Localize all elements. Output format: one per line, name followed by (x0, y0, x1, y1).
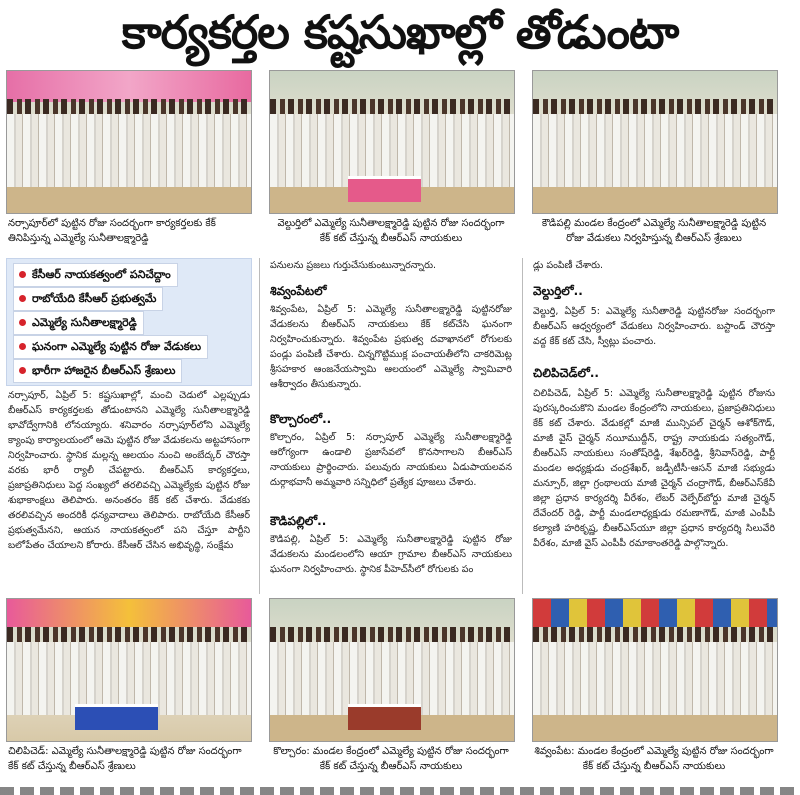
photo-narsapur (6, 70, 252, 214)
photo-shivampet (532, 598, 778, 742)
highlights-box (6, 258, 252, 386)
page-headline: కార్యకర్తల కష్టసుఖాల్లో తోడుంటా (121, 5, 679, 59)
section-heading: కౌడిపల్లిలో.. (270, 514, 327, 528)
photo-caption: శివ్వంపేట: మండల కేంద్రంలో ఎమ్మెల్యే పుట్టిన రోజు సందర్భంగా కేక్ కట్ చేస్తున్న బీఆర్ఎస్ నాయకులు (534, 746, 774, 772)
section-heading: చిలిపిచెడ్‌లో.. (533, 366, 599, 380)
photo-kaudipalli (532, 70, 778, 214)
photo-veldurthi (269, 70, 515, 214)
highlight-item: భారీగా హాజరైన బీఆర్ఎస్ శ్రేణులు (13, 359, 182, 383)
next-article-fragment (0, 787, 800, 795)
article-body-col3-top: డ్లు పంపిణీ చేశారు. (533, 260, 604, 271)
section-body: కౌడిపల్లి, ఏప్రిల్ 5: ఎమ్మెల్యే సునీతాలక్ష్మారెడ్డి పుట్టిన రోజు వేడుకలను మండలంలోని ఆయా గ్రామాల బీఆర్ఎస్ నాయకులు ఘనంగా నిర్వహించారు. స్థానిక పీహెచ్‌సీలో రోగులకు పం (270, 534, 512, 575)
section-body: శివ్వంపేట, ఏప్రిల్ 5: ఎమ్మెల్యే సునీతాలక్ష్మారెడ్డి పుట్టినరోజు వేడుకలను బీఆర్ఎస్ నాయకులు కేక్ కట్‌చేసి ఘనంగా నిర్వహించుకున్నారు. శివ్వంపేట ప్రభుత్వ దవాఖానలో రోగులకు పండ్లు పంపిణీ చేశారు. చిన్నగొట్టిముక్ల పంచాయతీలోని చాకరిమెట్ల శ్రీసహకార ఆంజనేయస్వామి ఆలయంలో ఎమ్మెల్యే స్వామివారి ఆశీర్వాదం తీసుకున్నారు. (270, 304, 512, 390)
section-body: కొల్చారం, ఏప్రిల్ 5: నర్సాపూర్ ఎమ్మెల్యే సునీతాలక్ష్మారెడ్డి ఆరోగ్యంగా ఉండాలి ప్రజాసేవలో కొనసాగాలని బీఆర్ఎస్ నాయకులు ప్రార్థించారు. పలువురు నాయకులు ఏడుపాయలవన దుర్గాభవానీ అమ్మవారి సన్నిధిలో ప్రత్యేక పూజలు చేశారు. (270, 432, 512, 488)
section-heading: వెల్దుర్తిలో.. (533, 284, 583, 298)
highlight-item: కేసీఆర్ నాయకత్వంలో పనిచేద్దాం (13, 263, 178, 287)
article-body-col2-top: పనులను ప్రజలు గుర్తుచేసుకుంటున్నారన్నారు. (270, 260, 437, 271)
photo-caption: నర్సాపూర్‌లో పుట్టిన రోజు సందర్భంగా కార్యకర్తలకు కేక్ తినిపిస్తున్న ఎమ్మెల్యే సునీతాలక్ష్మారెడ్డి (8, 218, 216, 244)
section-heading: కొల్చారంలో.. (270, 412, 332, 426)
highlight-item: ఎమ్మెల్యే సునీతాలక్ష్మారెడ్డి (13, 311, 144, 335)
photo-chilipiched (6, 598, 252, 742)
photo-caption: కౌడిపల్లి మండల కేంద్రంలో ఎమ్మెల్యే సునీతాలక్ష్మారెడ్డి పుట్టిన రోజు వేడుకలు నిర్వహిస్తున్న బీఆర్ఎస్ శ్రేణులు (541, 218, 767, 244)
highlight-item: రాబోయేది కేసీఆర్ ప్రభుత్వమే (13, 287, 163, 311)
photo-caption: చిలిపిచెడ్: ఎమ్మెల్యే సునీతాలక్ష్మారెడ్డి పుట్టిన రోజు సందర్భంగా కేక్ కట్ చేస్తున్న బీఆర్ఎస్ శ్రేణులు (8, 746, 242, 772)
highlight-item: ఘనంగా ఎమ్మెల్యే పుట్టిన రోజు వేడుకలు (13, 335, 208, 359)
photo-caption: కొల్చారం: మండల కేంద్రంలో ఎమ్మెల్యే పుట్టిన రోజు సందర్భంగా కేక్ కట్ చేస్తున్న బీఆర్ఎస్ నాయకులు (273, 746, 509, 772)
section-body: చిలిపిచెడ్, ఏప్రిల్ 5: ఎమ్మెల్యే సునీతాలక్ష్మారెడ్డి పుట్టిన రోజును పురస్కరించుకొని మండల కేంద్రంలోని నాయకులు, ప్రజాప్రతినిధులు కేక్ కట్ చేశారు. వేడుకల్లో మాజీ మున్సిపల్ చైర్మన్ ఆశోక్‌గౌడ్, మాజీ వైస్ చైర్మన్ నయీముద్దీన్, రాష్ట్ర నాయకుడు సత్యంగౌడ్, బీఆర్ఎస్ నాయకులు సంతోష్‌రెడ్డి, శేఖర్‌రెడ్డి, శ్రీనివాస్‌రెడ్డి, పార్టీ మండల అధ్యక్షుడు చంద్రశేఖర్, జడ్పీటీసీ-ఆసన్ మాజీ సభ్యుడు మన్సూర్, జిల్లా గ్రంథాలయ మాజీ చైర్మన్ చంద్రాగౌడ్, బీఆర్ఎస్‌కేవీ జిల్లా ప్రధాన కార్యదర్శి వీరేశం, లేబర్ వెల్ఫేర్‌బోర్డు మాజీ చైర్మన్ దేవేందర్ రెడ్డి, పార్టీ మండలాధ్యక్షుడు రమణాగౌడ్, మాజీ ఎంపీపీ కల్యాణి హరికృష్ణ, బీఆర్ఎస్‌యూ జిల్లా ప్రధాన కార్యదర్శి సిలువేరి వీరేశం, మాజీ వైస్ ఎంపీపీ రమాకాంతరెడ్డి పాల్గొన్నారు. (533, 388, 775, 549)
photo-caption: వెల్దుర్తిలో ఎమ్మెల్యే సునీతాలక్ష్మారెడ్డి పుట్టిన రోజు సందర్భంగా కేక్ కట్ చేస్తున్న బీఆర్ఎస్ నాయకులు (277, 218, 505, 244)
article-body-col1: నర్సాపూర్, ఏప్రిల్ 5: కష్టసుఖాల్లో, మంచి చెడులో ఎల్లప్పుడు బీఆర్ఎస్ కార్యకర్తలకు తోడుంటానని ఎమ్మెల్యే సునీతాలక్ష్మారెడ్డి భావోద్వేగానికి లోనయ్యారు. శనివారం నర్సాపూర్‌లోని ఎమ్మెల్యే క్యాంపు కార్యాలయంలో ఆమె పుట్టిన రోజు వేడుకలను అట్టహాసంగా నిర్వహించారు. స్థానిక మల్లన్న ఆలయం నుంచి అంబేద్కర్ చౌరస్తా వరకు భారీ ర్యాలీ చేపట్టారు. బీఆర్ఎస్ కార్యకర్తలు, ప్రజాప్రతినిధులు పెద్ద సంఖ్యలో తరలివచ్చి ఎమ్మెల్యేకు పుట్టిన రోజు శుభాకాంక్షలు తెలిపారు. అనంతరం కేక్ కట్ చేశారు. వేడుకకు తరలివచ్చిన అందరికీ ధన్యవాదాలు తెలిపారు. రాబోయేది కేసీఆర్ ప్రభుత్వమేనని, ఆయన నాయకత్వంలో పని చేస్తూ పార్టీని బలోపేతం చేయాలని కోరారు. కేసీఆర్ చేసిన అభివృద్ధి, సంక్షేమ (8, 390, 250, 551)
section-heading: శివ్వంపేటలో (270, 284, 327, 298)
section-body: వెల్దుర్తి, ఏప్రిల్ 5: ఎమ్మెల్యే సునీతారెడ్డి పుట్టినరోజు సందర్భంగా బీఆర్ఎస్ ఆధ్వర్యంలో వేడుకలు నిర్వహించారు. బస్టాండ్ చౌరస్తా వద్ద కేక్ కట్ చేసి, స్వీట్లు పంచారు. (533, 306, 775, 347)
photo-kolcharam (269, 598, 515, 742)
